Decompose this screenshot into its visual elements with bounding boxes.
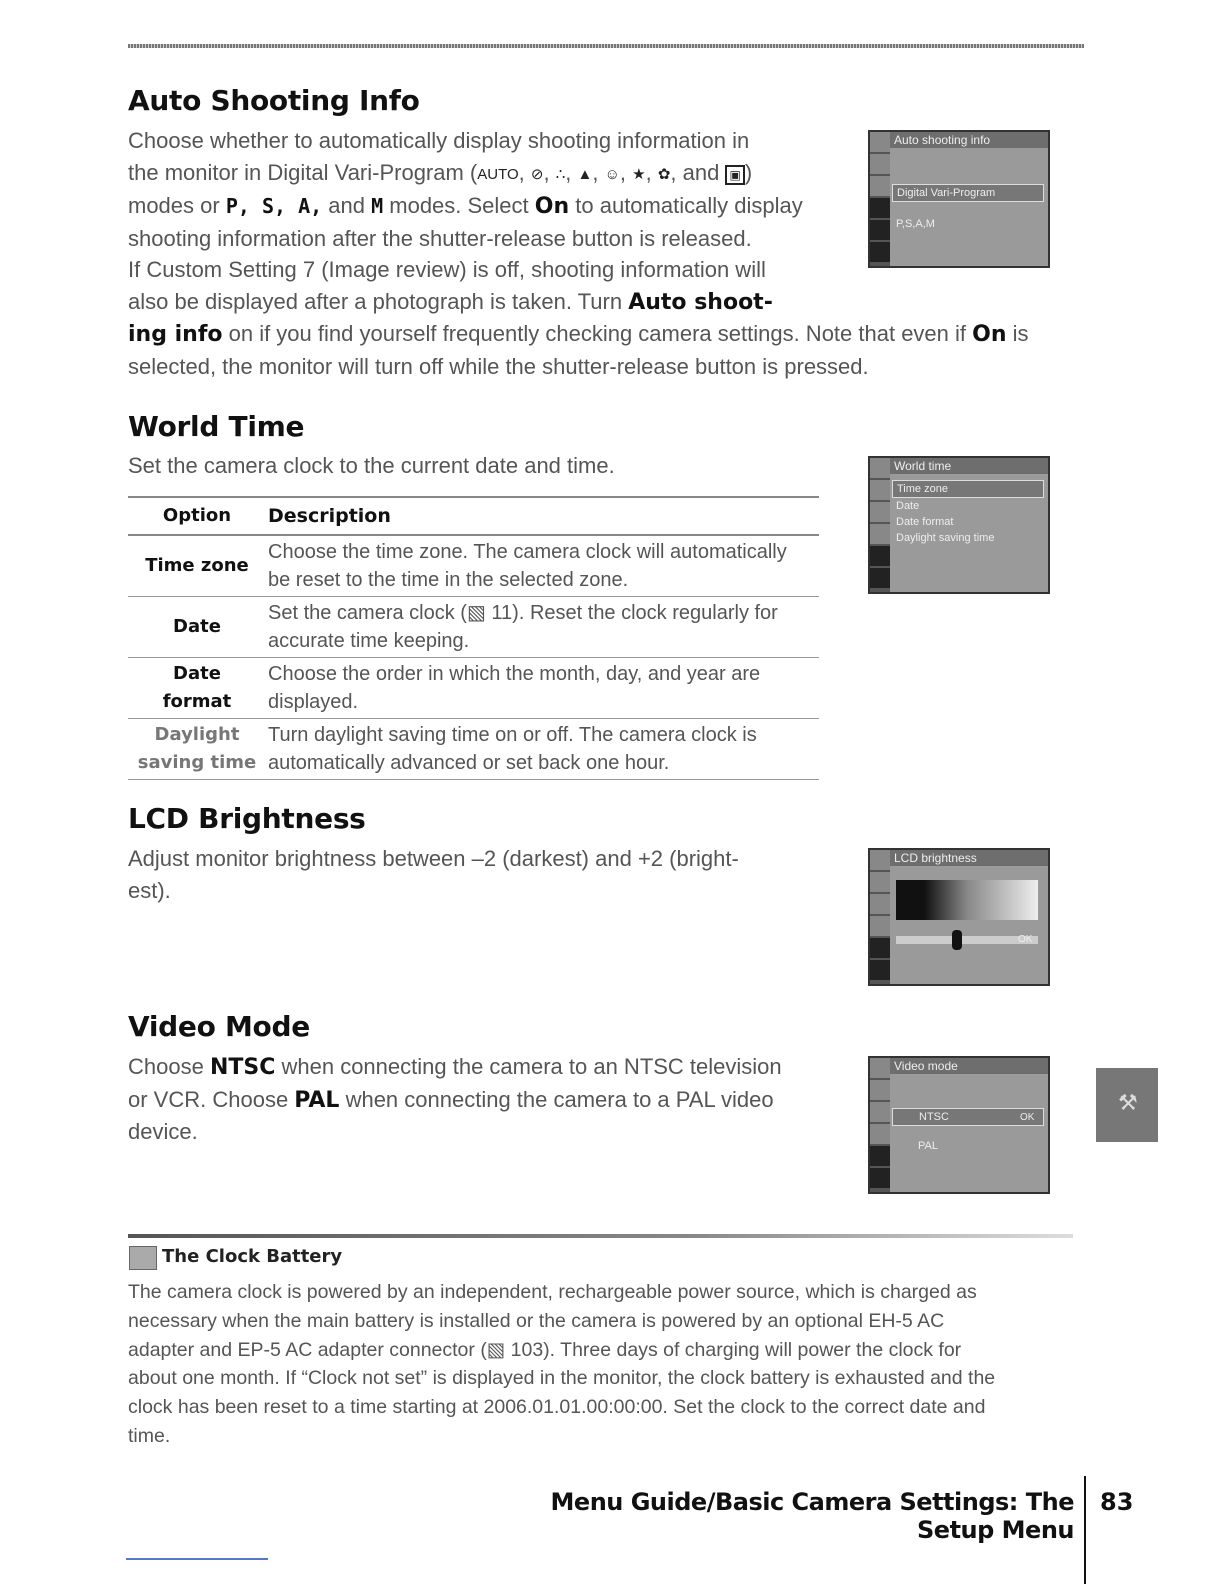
ok-label: OK bbox=[1018, 934, 1033, 945]
top-rule bbox=[128, 44, 1084, 48]
text-line: shooting information after the shutter-release button is released. bbox=[128, 225, 752, 251]
text-line: necessary when the main battery is installed or the camera is powered by an optional EH-5 AC bbox=[128, 1309, 945, 1332]
auto-mode-icon: AUTO bbox=[477, 165, 519, 183]
night-portrait-icon: ▣ bbox=[725, 165, 744, 185]
text-line: est). bbox=[128, 877, 171, 903]
text-line: ing info on if you find yourself frequently checking camera settings. Note that even if On is bbox=[128, 321, 1029, 347]
flash-off-icon: ⊘ bbox=[530, 165, 544, 183]
ok-label: OK bbox=[1020, 1112, 1035, 1123]
text-line: modes or P, S, A, and M modes. Select On to automatically display bbox=[128, 193, 803, 219]
description-cell: Turn daylight saving time on or off. The camera clock is automatically advanced or set back one hour. bbox=[266, 719, 819, 780]
table-row bbox=[128, 597, 819, 658]
description-cell: Choose the time zone. The camera clock will automatically be reset to the time in the selected zone. bbox=[266, 535, 819, 597]
menu-sidebar bbox=[870, 1058, 890, 1192]
video-mode-text bbox=[128, 1051, 782, 1148]
text-line: or VCR. Choose PAL when connecting the camera to a PAL video bbox=[128, 1086, 774, 1113]
text-line: also be displayed after a photograph is taken. Turn Auto shoot- bbox=[128, 288, 773, 315]
page-edge-line bbox=[126, 1558, 268, 1560]
table-row bbox=[128, 535, 819, 597]
footer-divider bbox=[1084, 1476, 1086, 1584]
world-time-intro: Set the camera clock to the current date and time. bbox=[128, 453, 615, 478]
portrait-icon: ∴ bbox=[555, 165, 566, 183]
text-line: adapter and EP-5 AC adapter connector (▧ 103). Three days of charging will power the clock for bbox=[128, 1338, 962, 1361]
table-header-row bbox=[128, 497, 819, 535]
screen-menu-item: NTSC bbox=[892, 1108, 1044, 1126]
text-line: device. bbox=[128, 1119, 198, 1144]
text-line: clock has been reset to a time starting at 2006.01.01.00:00:00. Set the clock to the correct date and bbox=[128, 1396, 986, 1419]
brightness-gradient-preview bbox=[896, 880, 1038, 920]
text-line: the monitor in Digital Vari-Program (AUTO, ⊘, ∴, ▲, ☺, ★, ✿, and ▣ ) bbox=[128, 157, 1088, 191]
option-cell: Date format bbox=[128, 658, 266, 719]
screen-menu-item: Date bbox=[896, 500, 920, 512]
option-cell: Date bbox=[128, 597, 266, 658]
note-icon bbox=[129, 1246, 157, 1270]
brightness-scale bbox=[896, 936, 1038, 944]
text-line: If Custom Setting 7 (Image review) is off, shooting information will bbox=[128, 257, 766, 282]
lcd-brightness-screen bbox=[868, 848, 1050, 986]
text-line: The camera clock is powered by an independent, rechargeable power source, which is charged as bbox=[128, 1281, 977, 1303]
text-line: time. bbox=[128, 1424, 171, 1447]
child-icon: ☺ bbox=[604, 165, 620, 183]
description-cell: Choose the order in which the month, day, and year are displayed. bbox=[266, 658, 819, 719]
wrench-icon: ⚒ bbox=[1118, 1090, 1138, 1115]
menu-sidebar bbox=[870, 132, 890, 266]
section-title-auto-shooting-info: Auto Shooting Info bbox=[128, 84, 420, 117]
table-row bbox=[128, 719, 819, 780]
page-number: 83 bbox=[1100, 1488, 1134, 1516]
text-line: selected, the monitor will turn off while the shutter-release button is pressed. bbox=[128, 353, 869, 379]
section-title-world-time: World Time bbox=[128, 410, 305, 443]
text-line: about one month. If “Clock not set” is displayed in the monitor, the clock battery is exhausted and the bbox=[128, 1367, 996, 1390]
video-mode-screen bbox=[868, 1056, 1050, 1194]
screen-menu-item: Daylight saving time bbox=[896, 532, 995, 544]
table-row bbox=[128, 658, 819, 719]
menu-sidebar bbox=[870, 850, 890, 984]
screen-menu-item: P,S,A,M bbox=[896, 218, 935, 230]
screen-title: Auto shooting info bbox=[890, 132, 1048, 148]
close-up-icon: ✿ bbox=[657, 165, 671, 183]
note-rule bbox=[128, 1234, 1073, 1238]
option-cell: Daylight saving time bbox=[128, 719, 266, 780]
description-cell: Set the camera clock (▧ 11). Reset the clock regularly for accurate time keeping. bbox=[266, 597, 819, 658]
section-title-video-mode: Video Mode bbox=[128, 1010, 310, 1043]
screen-title: Video mode bbox=[890, 1058, 1048, 1074]
screen-menu-item: Digital Vari-Program bbox=[892, 184, 1044, 202]
section-title-lcd-brightness: LCD Brightness bbox=[128, 802, 366, 835]
menu-sidebar bbox=[870, 458, 890, 592]
note-title: The Clock Battery bbox=[162, 1246, 343, 1267]
world-time-screen bbox=[868, 456, 1050, 594]
screen-menu-item: Date format bbox=[896, 516, 954, 528]
screen-menu-item: Time zone bbox=[892, 480, 1044, 498]
setup-menu-tab bbox=[1096, 1068, 1158, 1142]
footer-title: Menu Guide/Basic Camera Settings: The Setup Menu bbox=[550, 1488, 1074, 1544]
note-text bbox=[128, 1278, 1083, 1451]
screen-title: LCD brightness bbox=[890, 850, 1048, 866]
text-line: Choose NTSC when connecting the camera to an NTSC television bbox=[128, 1054, 782, 1080]
screen-title: World time bbox=[890, 458, 1048, 474]
landscape-icon: ▲ bbox=[577, 165, 593, 183]
option-cell: Time zone bbox=[128, 535, 266, 597]
text-line: Choose whether to automatically display shooting information in bbox=[128, 128, 750, 153]
sports-icon: ★ bbox=[632, 165, 646, 183]
text-line: Adjust monitor brightness between –2 (darkest) and +2 (bright- bbox=[128, 846, 739, 871]
auto-shooting-info-screen bbox=[868, 130, 1050, 268]
world-time-options-table bbox=[128, 496, 819, 780]
brightness-slider-handle bbox=[952, 930, 962, 950]
column-header-description: Description bbox=[266, 497, 819, 535]
column-header-option: Option bbox=[128, 497, 266, 535]
lcd-brightness-text bbox=[128, 843, 739, 906]
screen-menu-item: PAL bbox=[918, 1140, 938, 1152]
